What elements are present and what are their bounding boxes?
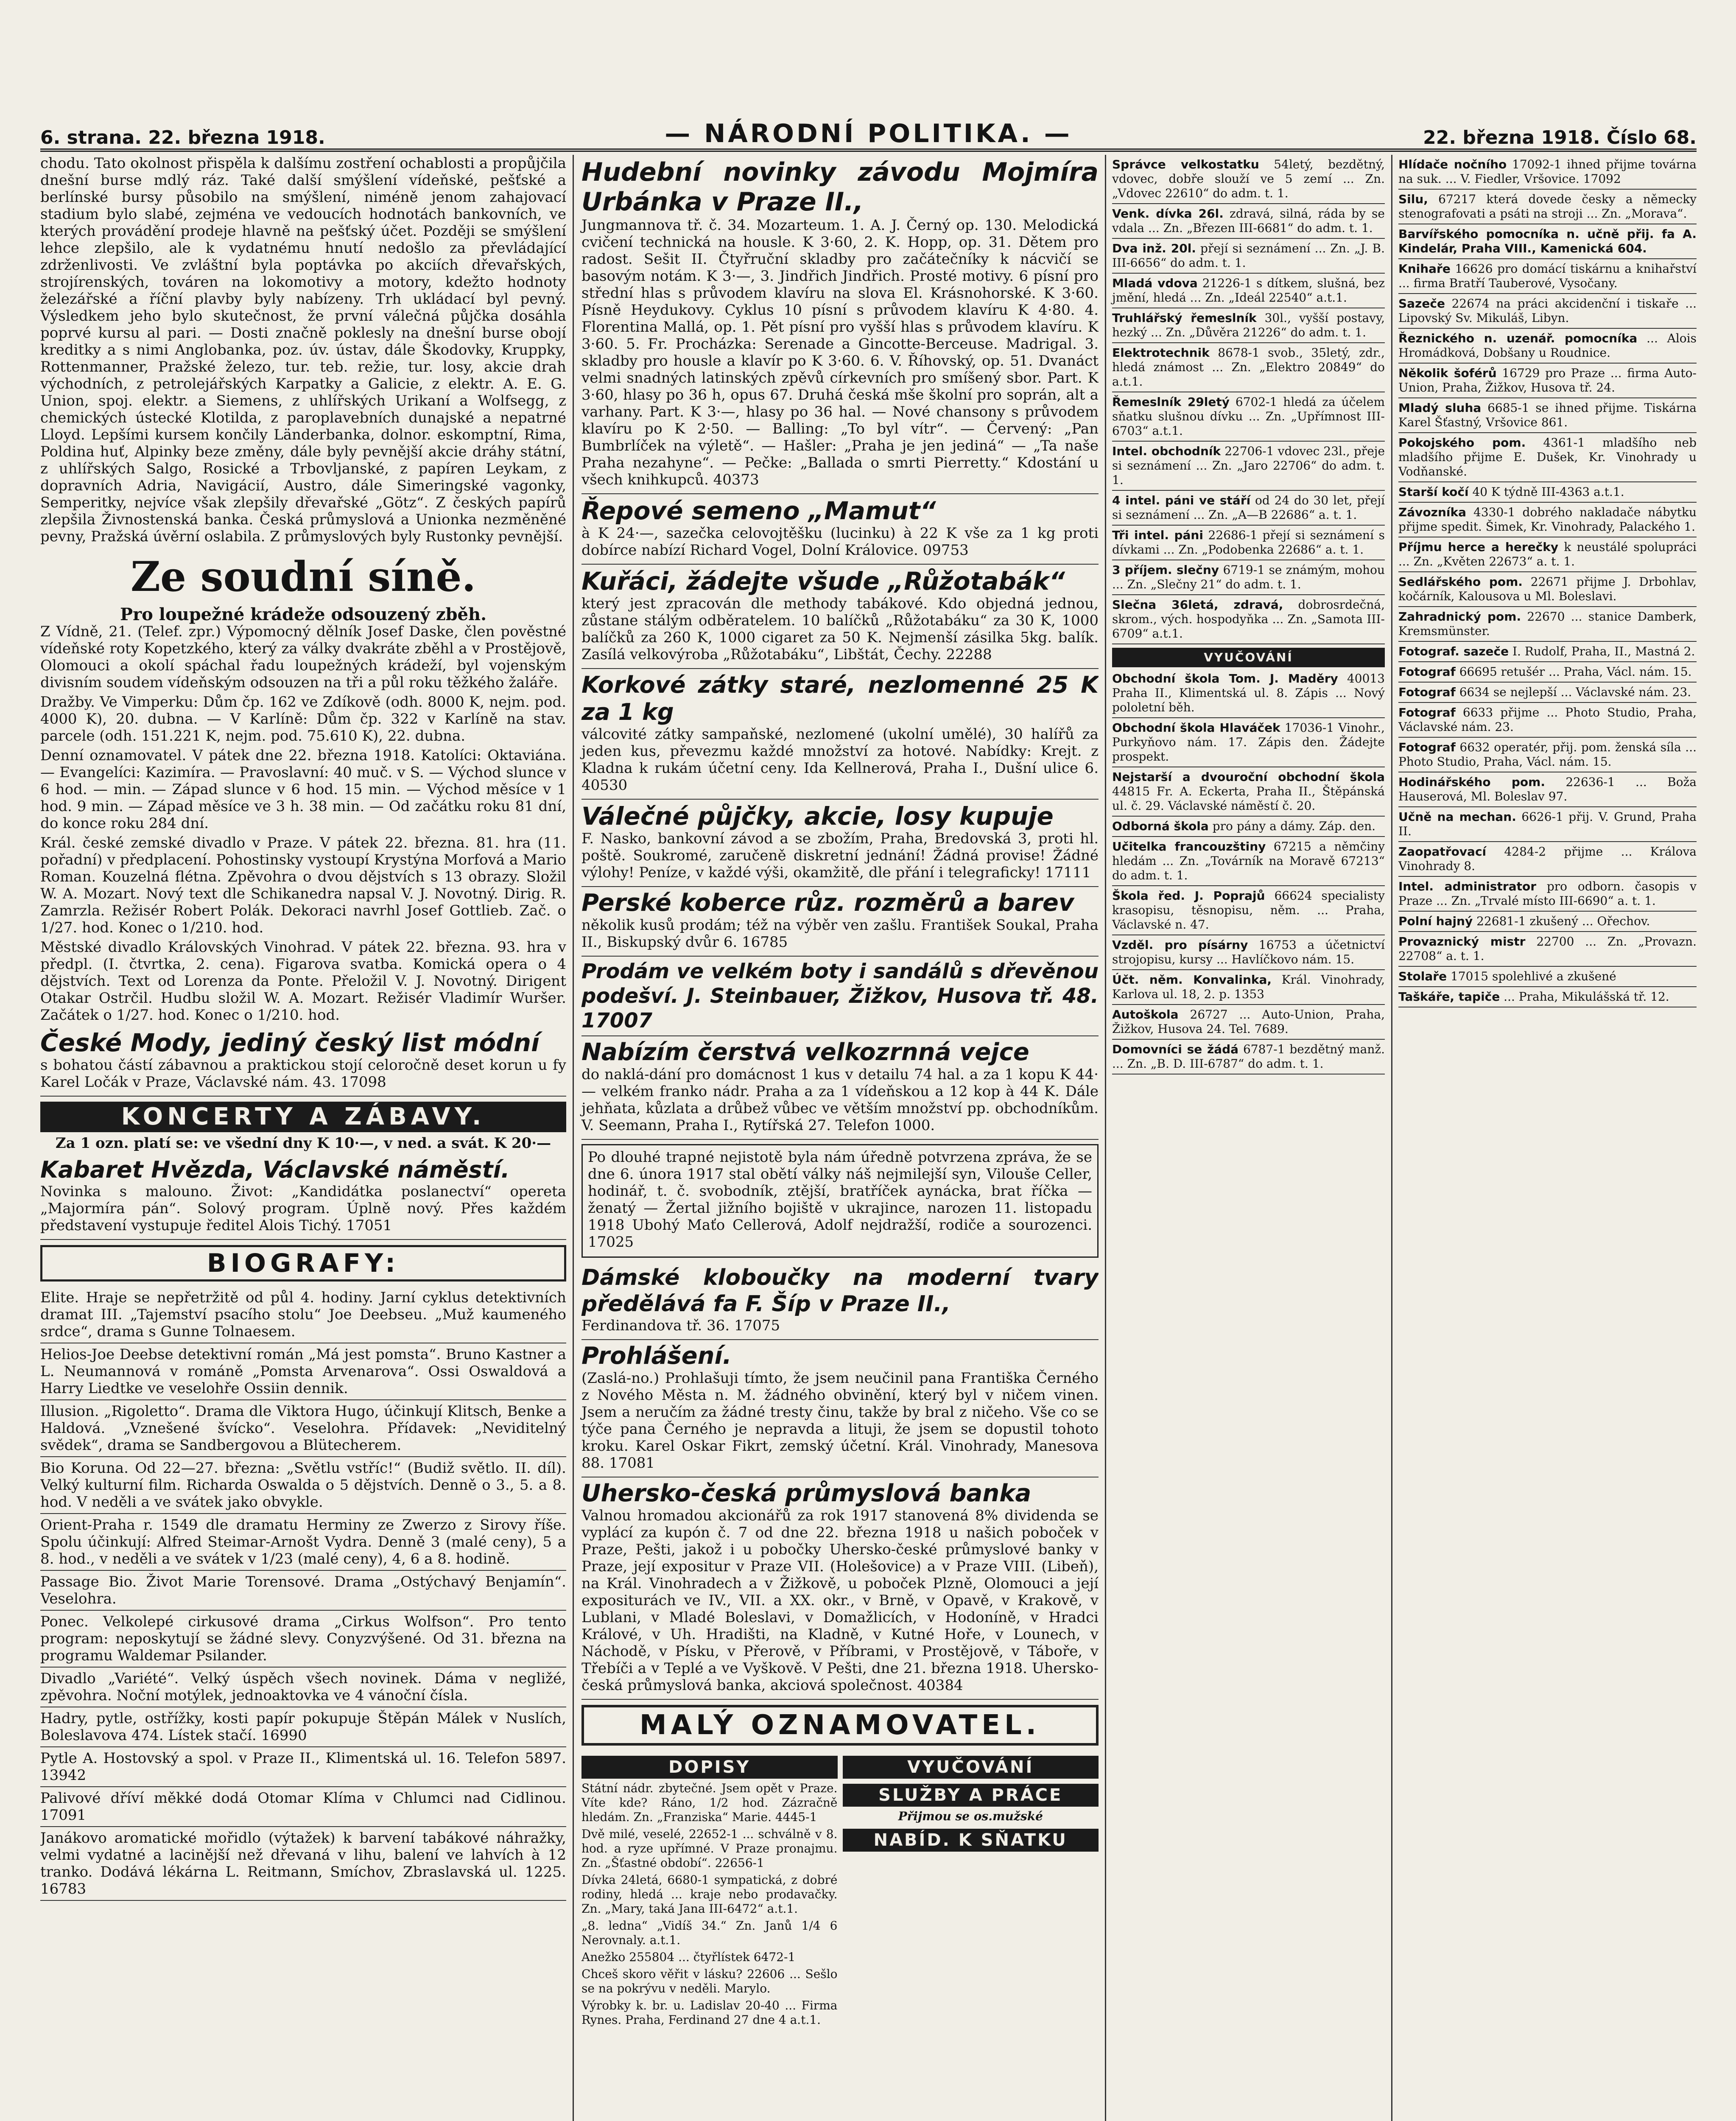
classified-heading: Škola řed. J. Poprajů (1112, 889, 1265, 903)
ad-kabaret (40, 1154, 566, 1240)
classified-heading: Hlídače nočního (1398, 157, 1507, 171)
classified-item (1398, 987, 1697, 1007)
cinema-item: Orient-Praha r. 1549 dle dramatu Herminy ze Zwerzo z Sirovy říše. Spolu účinkují: Alfred Steimar-Arnošt Vydra. Denně 3 (malé ceny), 5 a 8. hod., v neděli a ve svátek v 1/23 (malé ceny), 4, 6 a 8. hodině. (40, 1514, 566, 1571)
classified-item (1112, 1005, 1385, 1040)
page-header (40, 119, 1697, 152)
classified-heading: Vzděl. pro písárny (1112, 938, 1248, 952)
classified-item (1112, 1040, 1385, 1074)
classified-heading: Fotograf (1398, 685, 1456, 699)
classified-heading: Odborná škola (1112, 819, 1209, 833)
classified-item (1398, 912, 1697, 932)
classified-item (1112, 669, 1385, 718)
classifieds-area (581, 1751, 1099, 2030)
ad-korkove-zatky-title: Korkové zátky staré, nezlomenné 25 K za 1 kg (581, 672, 1099, 725)
ad-valecne-pujcky-title: Válečné půjčky, akcie, losy kupuje (581, 802, 1054, 831)
classified-text: 16729 pro Praze ... firma Auto-Union, Praha, Žižkov, Husova tř. 24. (1398, 366, 1697, 395)
classified-item (1398, 932, 1697, 967)
classified-text: 16626 pro domácí tiskárnu a knihařství ... firma Bratří Tauberové, Vysočany. (1398, 262, 1697, 290)
classified-heading: Tři intel. páni (1112, 528, 1203, 542)
classified-heading: Fotograf (1398, 740, 1456, 754)
classified-text: pro odborn. časopis v Praze ... Zn. „Trvalé místo III-6690“ a. t. 1. (1398, 879, 1697, 908)
classified-heading: Sedlářského pom. (1398, 575, 1523, 589)
classified-heading: Intel. obchodník (1112, 444, 1221, 458)
classified-item (1398, 842, 1697, 877)
classified-item (1398, 807, 1697, 842)
ad-perske-koberce (581, 887, 1099, 957)
ad-urbanek (581, 155, 1099, 494)
classified-heading: Řemeslník 29letý (1112, 395, 1230, 409)
ad-korkove-zatky (581, 669, 1099, 800)
classified-item (1112, 392, 1385, 442)
classified-heading: Venk. dívka 26l. (1112, 207, 1224, 221)
classified-item (1112, 239, 1385, 274)
classified-heading: Polní hajný (1398, 914, 1473, 928)
ad-perske-koberce-title: Perské koberce růz. rozměrů a barev (581, 889, 1074, 917)
classified-item (1398, 224, 1697, 259)
cinema-item: Illusion. „Rigoletto“. Drama dle Viktora Hugo, účinkují Klitsch, Benke a Haldová. „Vznešené švícko“. Veselohra. Přídavek: „Neviditelný svědek“, drama se Sandbergovou a Blütecherem. (40, 1400, 566, 1457)
classified-item (1112, 155, 1385, 204)
classified-text: 22681-1 zkušený ... Ořechov. (1476, 914, 1650, 928)
classified-heading: Hodinářského pom. (1398, 775, 1545, 789)
classified-item (1398, 607, 1697, 642)
classified-heading: Knihaře (1398, 262, 1451, 276)
classified-text: 17092-1 ihned přijme továrna na suk. ... V. Fiedler, Vršovice. 17092 (1398, 157, 1697, 186)
classified-heading: Fotograf (1398, 705, 1456, 719)
column-4 (1391, 155, 1697, 2121)
classified-item (1398, 482, 1697, 503)
ad-banka-text: Valnou hromadou akcionářů za rok 1917 stanovená 8% dividenda se vyplácí za kupón č. 7 od dne 22. března 1918 u našich poboček v Praze, Pešti, jakož i u pobočky Uhersko-české průmyslové banky v Praze, její expositur v Praze VII. (Holešovice) a v Praze VIII. (Libeň), na Král. Vinohradech a v Žižkově, u poboček Plzně, Olomouci a její expositurách ve IV., VII. a XX. okr., v Brně, v Opavě, v Krakově, v Lublani, v Mladé Boleslavi, v Domažlicích, v Hodoníně, v Hradci Králové, v Uh. Hradišti, na Kladně, v Kutné Hoře, v Lounech, v Náchodě, v Písku, v Přerově, v Příbrami, v Prostějově, v Táboře, v Třebíči a v Teplé a ve Vyškově. V Pešti, dne 21. března 1918. Uhersko-česká průmyslová banka, akciová společnost. 40384 (581, 1507, 1099, 1694)
ad-sip-title: Dámské kloboučky na moderní tvary předělává fa F. Šíp v Praze II., (581, 1265, 1099, 1317)
classified-heading: Zaopatřovací (1398, 845, 1487, 859)
classified-item (1398, 877, 1697, 912)
classified-item (1112, 308, 1385, 343)
classified-heading: Provaznický mistr (1398, 935, 1526, 949)
classified-item (1398, 537, 1697, 572)
classified-heading: Dva inž. 20l. (1112, 241, 1196, 255)
classified-heading: Několik šoférů (1398, 366, 1497, 380)
cinema-item: Divadlo „Variété“. Velký úspěch všech novinek. Dáma v negližé, zpěvohra. Noční motýlek, jednoaktovka ve 4 vánoční čísla. (40, 1668, 566, 1707)
classified-text: 22706-1 vdovec 23l., přeje si seznámení ... Zn. „Jaro 22706“ do adm. t. 1. (1112, 444, 1385, 487)
classified-heading: Nejstarší a dvouroční obchodní škola (1112, 770, 1385, 784)
classified-item: Janákovo aromatické mořidlo (výtažek) k barvení tabákové náhražky, velmi vydatné a lacinější než dřevaná v lihu, balení ve lahvích à 12 tranko. Dodává lékárna L. Reitmann, Smíchov, Zbraslavská ul. 1225. 16783 (40, 1827, 566, 1901)
classified-heading: Učitelka francouzštiny (1112, 839, 1266, 853)
obituary-notice (581, 1144, 1099, 1258)
classified-item (1112, 274, 1385, 308)
classified-text: 22670 ... stanice Damberk, Kremsmünster. (1398, 610, 1697, 638)
classified-text: ... Alois Hromádková, Dobšany u Roudnice. (1398, 331, 1697, 360)
classified-item (1112, 935, 1385, 970)
classified-text: 66624 specialisty krasopisu, těsnopisu, něm. ... Praha, Václavské n. 47. (1112, 889, 1385, 932)
ad-ruzotabak-text: který jest zpracován dle methody tabákové. Kdo objedná jednou, zůstane stálým odběratelem. 10 balíčků „Růžotabáku“ za 30 K, 1000 balíčků za 260 K, 1000 cigaret za 50 K. Nejmenší zásilka 5kg. balík. Zasílá velkovýroba „Růžotabáku“, Libštát, Čechy. 22288 (581, 595, 1099, 663)
ad-repove-semeno-text: à K 24·—, sazečka celovojtěšku (lucinku) à 22 K vše za 1 kg proti dobírce nabízí Richard Vogel, Dolní Královice. 09753 (581, 525, 1099, 559)
classified-item (1398, 329, 1697, 364)
classified-item: „8. ledna“ „Vidíš 34.“ Zn. Janů 1/4 6 Nerovnaly. a.t.1. (581, 1919, 838, 1947)
ad-seemann (581, 1036, 1099, 1140)
header-issue-right: 22. března 1918. Číslo 68. (1423, 127, 1697, 148)
classified-heading: Slečna 36letá, zdravá, (1112, 598, 1283, 612)
classified-text: od 24 do 30 let, přejí si seznámení ... Zn. „A—B 22686“ a. t. 1. (1112, 493, 1385, 522)
classified-item (1398, 294, 1697, 329)
classified-item (1398, 683, 1697, 703)
marriage-offers-bar: NABÍD. K SŇATKU (843, 1829, 1099, 1852)
classified-heading: Fotograf (1398, 665, 1456, 679)
ad-ceske-mody-text: s bohatou částí zábavnou a praktickou stojí celoročně deset korun u fy Karel Ločák v Praze, Václavské nám. 43. 17098 (40, 1057, 566, 1091)
classified-heading: Účt. něm. Konvalinka, (1112, 973, 1272, 987)
classified-text: 22700 ... Zn. „Provazn. 22708“ a. t. 1. (1398, 935, 1697, 963)
classified-heading: Pokojského pom. (1398, 436, 1526, 450)
cinema-item: Helios-Joe Deebse detektivní román „Má jest pomsta“. Bruno Kastner a L. Neumannová v románě „Pomsta Arvenarova“. Ossi Oswaldová a Harry Liedtke ve veselohře Ossiin dennik. (40, 1343, 566, 1400)
classified-heading: Příjmu herce a herečky (1398, 540, 1559, 554)
classified-text: 16753 a účetnictví strojopisu, kursy ... Havlíčkovo nám. 15. (1112, 938, 1385, 966)
theatre-vinohrady: Městské divadlo Královských Vinohrad. V pátek 22. března. 93. hra v předpl. (I. čtvrtka, 2. cena). Figarova svatba. Komická opera o 4 dějstvích. Text od Lorenza da Ponte. Přeložil V. J. Novotný. Dirigent Otakar Ostrčil. Hudbu složil W. A. Mozart. Režisér Vladimír Wuršer. Začátek o 1/27. hod. Konec o 1/210. hod. (40, 939, 566, 1024)
classified-text: 6632 operatér, přij. pom. ženská síla ... Photo Studio, Praha, Václ. nám. 15. (1398, 740, 1697, 769)
column-2 (573, 155, 1099, 2121)
classified-item (1398, 364, 1697, 398)
header-date-left: 6. strana. 22. března 1918. (40, 127, 325, 148)
classifieds-right-subcolumn (843, 1751, 1099, 2030)
classified-item (1112, 837, 1385, 886)
classified-item (1112, 491, 1385, 526)
classifieds-left-subcolumn (581, 1751, 838, 2030)
classified-heading: Mladá vdova (1112, 276, 1198, 290)
services-subtitle: Přijmou se os.mužské (898, 1809, 1043, 1823)
auctions-notice: Dražby. Ve Vimperku: Dům čp. 162 ve Zdíkově (odh. 8000 K, nejm. pod. 4000 K), 20. dubna. — V Karlíně: Dům čp. 322 v Karlíně na stav. parcele (odh. 151.221 K, nejm. pod. 75.610 K), 22. dubna. (40, 694, 566, 744)
classified-item (1112, 204, 1385, 239)
classified-text: přejí si seznámení ... Zn. „J. B. III-6656“ do adm. t. 1. (1112, 241, 1385, 270)
ad-sip (581, 1262, 1099, 1340)
ad-kabaret-title: Kabaret Hvězda, Václavské náměstí. (40, 1156, 510, 1183)
classified-item (1398, 967, 1697, 987)
classified-text: I. Rudolf, Praha, II., Mastná 2. (1512, 644, 1695, 658)
cinema-item: Passage Bio. Život Marie Torensové. Drama „Ostýchavý Benjamín“. Veselohra. (40, 1571, 566, 1611)
classified-text: 22671 přijme J. Drbohlav, kočárník, Kalousova u Ml. Boleslavi. (1398, 575, 1697, 603)
classified-item: Chceš skoro věřit v lásku? 22606 ... Sešlo se na pokrývu v neděli. Marylo. (581, 1967, 838, 1995)
classified-item (1398, 772, 1697, 807)
classified-text: 22674 na práci akcidenční i tiskaře ... Lipovský Sv. Mikuláš, Libyn. (1398, 297, 1697, 325)
classified-text: 21226-1 s dítkem, slušná, bez jmění, hledá ... Zn. „Ideál 22540“ a.t.1. (1112, 276, 1385, 305)
classified-heading: 4 intel. páni ve stáří (1112, 493, 1251, 507)
classified-heading: Mladý sluha (1398, 401, 1482, 415)
classified-heading: Správce velkostatku (1112, 157, 1259, 171)
classified-text: 6685-1 se ihned přijme. Tiskárna Karel Šťastný, Vršovice 861. (1398, 401, 1697, 429)
ad-ceske-mody (40, 1026, 566, 1097)
classified-item (1112, 718, 1385, 767)
classified-text: Král. Vinohrady, Karlova ul. 18, 2. p. 1353 (1112, 973, 1385, 1001)
classified-item (1398, 503, 1697, 537)
education-bar: VYUČOVÁNÍ (843, 1756, 1099, 1779)
classified-item (1398, 642, 1697, 662)
classified-text: 4361-1 mladšího neb mladšího přijme E. Dušek, Kr. Vinohrady u Vodňanské. (1398, 436, 1697, 478)
classified-heading: Obchodní škola Hlaváček (1112, 721, 1280, 735)
court-section-title: Ze soudní síně. (130, 553, 476, 601)
classified-text: pro pány a dámy. Záp. den. (1212, 819, 1376, 833)
classified-text: 40 K týdně III-4363 a.t.1. (1472, 485, 1624, 499)
classified-text: dobrosrdečná, skrom., vých. hospodyňka ... Zn. „Samota III-6709“ a.t.1. (1112, 598, 1385, 641)
classified-heading: Domovníci se žádá (1112, 1042, 1239, 1056)
classified-item (1112, 343, 1385, 392)
ad-steinbauer (581, 957, 1099, 1036)
ad-sip-text: Ferdinandova tř. 36. 17075 (581, 1317, 780, 1334)
classified-text: 30l., vyšší postavy, hezký ... Zn. „Důvěra 21226“ do adm. t. 1. (1112, 311, 1385, 339)
classified-text: zdravá, silná, ráda by se vdala ... Zn. „Březen III-6681“ do adm. t. 1. (1112, 207, 1385, 235)
classified-heading: Obchodní škola Tom. J. Maděry (1112, 672, 1338, 686)
ad-ruzotabak (581, 565, 1099, 669)
classified-text: 4284-2 přijme ... Králova Vinohrady 8. (1398, 845, 1697, 873)
classified-text: k neustálé spolupráci ... Zn. „Květen 22673“ a. t. 1. (1398, 540, 1697, 568)
services-bar: SLUŽBY A PRÁCE (843, 1784, 1099, 1807)
classified-text: 4330-1 dobrého nakladače nábytku přijme spedit. Šimek, Kr. Vinohrady, Palackého 1. (1398, 505, 1697, 534)
ad-valecne-pujcky (581, 800, 1099, 887)
concerts-price-note: Za 1 ozn. platí se: ve všední dny K 10·—, v ned. a svát. K 20·— (55, 1135, 551, 1152)
ad-repove-semeno (581, 494, 1099, 565)
classified-item: Dvě milé, veselé, 22652-1 ... schválně v 8. hod. a ryze upřímné. V Praze pronajmu. Zn. „Šťastné období“. 22656-1 (581, 1827, 838, 1870)
classified-item (1398, 572, 1697, 607)
classified-heading: Řeznického n. uzenář. pomocníka (1398, 331, 1638, 345)
classified-item (1398, 738, 1697, 772)
classified-heading: Stolaře (1398, 969, 1447, 983)
classified-item: Anežko 255804 ... čtyřlístek 6472-1 (581, 1950, 796, 1964)
classified-item: Státní nádr. zbytečné. Jsem opět v Praze. Víte kde? Ráno, 1/2 hod. Zázračně hledám. Zn. „Franziska“ Marie. 4445-1 (581, 1781, 838, 1824)
ad-banka-title: Uhersko-česká průmyslová banka (581, 1480, 1032, 1507)
ad-steinbauer-title: Prodám ve velkém boty i sandálů s dřevěnou podešví. J. Steinbauer, Žižkov, Husova tř. 48. 17007 (581, 960, 1099, 1033)
classified-heading: Silu, (1398, 192, 1428, 206)
classified-item: Palivové dříví měkké dodá Otomar Klíma v Chlumci nad Cidlinou. 17091 (40, 1787, 566, 1827)
classified-item (1112, 560, 1385, 595)
classified-heading: Barvířského pomocníka n. učně přij. fa A. Kindelár, Praha VIII., Kamenická 604. (1398, 227, 1697, 255)
classified-heading: Zahradnický pom. (1398, 610, 1521, 624)
classified-text: 44815 Fr. A. Eckerta, Praha II., Štěpánská ul. č. 29. Václavské náměstí č. 20. (1112, 784, 1385, 813)
classified-item (1398, 703, 1697, 738)
classified-text: 17015 spolehlivé a zkušené (1450, 969, 1616, 983)
classified-text: 6702-1 hledá za účelem sňatku slušnou dívku ... Zn. „Upřímnost III-6703“ a.t.1. (1112, 395, 1385, 438)
ad-repove-semeno-title: Řepové semeno „Mamut“ (581, 496, 936, 525)
classified-text: 6719-1 se známým, mohou ... Zn. „Slečny 21“ do adm. t. 1. (1112, 563, 1385, 591)
ad-urbanek-text: Jungmannova tř. č. 34. Mozarteum. 1. A. J. Černý op. 130. Melodická cvičení technická na housle. K 3·60, 2. K. Hopp, op. 31. Dětem pro radost. Sešit II. Čtyřruční skladby pro začátečníky k nácvičí se basovým notám. K 3·—, 3. Jindřich Jindřich. Prosté motivy. 6 písní pro střední hlas s průvodem klavíru na slova El. Krásnohorské. K 3·60. Písně Heydukovy. Cyklus 10 písní s průvodem klavíru K 4·80. 4. Florentina Mallá, op. 1. Pět písní pro vyšší hlas s průvodem klavíru. K 3·60. 5. Fr. Procházka: Serenade a Gincotte-Berceuse. Madrigal. 3. skladby pro housle a klavír po K 3·60. 6. V. Říhovský, op. 51. Dvanáct velmi snadných latinských zpěvů církevních pro smíšený sbor. Part. K 3·60, hlasy po 36 h, opus 67. Druhá česká mše školní pro soprán, alt a varhany. Part. K 3·—, hlasy po 36 hal. — Nové chansony s průvodem klavíru po K 2·50. — Balling: „To byl vítr“. — Červený: „Pan Bumbrlíček na výletě“. — Hašler: „Praha je jen jediná“ — „Ta naše Praha nezahyne“. — Pečke: „Ballada o smrti Pierretty.“ Kdostání u všech knihkupců. 40373 (581, 217, 1099, 488)
court-article-title: Pro loupežné krádeže odsouzený zběh. (120, 604, 486, 624)
classifieds-title: MALÝ OZNAMOVATEL. (581, 1705, 1099, 1746)
classified-item (1112, 817, 1385, 837)
classified-text: 8678-1 svob., 35letý, zdr., hledá známost ... Zn. „Elektro 20849“ do a.t.1. (1112, 346, 1385, 389)
classified-text: 67215 a němčiny hledám ... Zn. „Továrník na Moravě 67213“ do adm. t. 1. (1112, 839, 1385, 882)
ad-prohlaseni-title: Prohlášení. (581, 1342, 732, 1370)
ad-korkove-zatky-text: válcovité zátky sampaňské, nezlomené (ukolní umělé), 30 halířů za jeden kus, převezmu každé množství za hotové. Nabídky: Krejt. z Kladna k rukám účetní ceny. Ida Kellnerová, Praha I., Dušní ulice 6. 40530 (581, 726, 1099, 794)
classified-item (1112, 595, 1385, 644)
cinema-item: Ponec. Velkolepé cirkusové drama „Cirkus Wolfson“. Pro tento program: neposkytují se žádné slevy. Conyzvýšené. Od 31. března na programu Waldemar Psilander. (40, 1611, 566, 1668)
classified-text: 54letý, bezdětný, vdovec, dobře slouží ve 5 zemí ... Zn. „Vdovec 22610“ do adm. t. 1. (1112, 157, 1385, 200)
ad-urbanek-title: Hudební novinky závodu Mojmíra Urbánka v Praze II., (581, 157, 1099, 217)
classified-item: Dívka 24letá, 6680-1 sympatická, z dobré rodiny, hledá ... kraje nebo prodavačky. Zn. „Mary, taká Jana III-6472“ a.t.1. (581, 1873, 838, 1916)
ad-kabaret-text: Novinka s malouno. Život: „Kandidátka poslanectví“ opereta „Majormíra pán“. Solový program. Úplně nový. Přes každém představení vystupuje ředitel Alois Tichý. 17051 (40, 1183, 566, 1234)
classified-text: 6787-1 bezdětný manž. ... Zn. „B. D. III-6787“ do adm. t. 1. (1112, 1042, 1385, 1071)
classified-text: 66695 retušér ... Praha, Václ. nám. 15. (1459, 665, 1692, 679)
ad-seemann-title: Nabízím čerstvá velkozrnná vejce (581, 1038, 1029, 1066)
classified-heading: Autoškola (1112, 1007, 1179, 1021)
theatre-national: Král. české zemské divadlo v Praze. V pátek 22. března. 81. hra (11. pořadní) v předplacení. Pohostinsky vystoupí Krystýna Morfová a Mario Roman. Kouzelná flétna. Zpěvohra o dvou dějstvích s 13 obrazy. Složil W. A. Mozart. Nový text dle Schikanedra napsal V. J. Novotný. Dirig. R. Zamrzla. Režisér Robert Polák. Dekoraci navrhl Josef Gottlieb. Zač. o 1/27. hod. Konec o 1/210. hod. (40, 834, 566, 936)
classified-text: 6626-1 přij. V. Grund, Praha II. (1398, 810, 1697, 838)
ad-prohlaseni (581, 1340, 1099, 1477)
letters-bar: DOPISY (581, 1756, 838, 1779)
column-3 (1105, 155, 1385, 2121)
education-header: VYUČOVÁNÍ (1112, 648, 1385, 667)
cinemas-title: BIOGRAFY: (40, 1245, 566, 1282)
court-article-text: Z Vídně, 21. (Telef. zpr.) Výpomocný dělník Josef Daske, člen pověstné vídeňské roty Kopetzkého, který za války dvakráte zběhl a v Prostějově, Olomouci a okolí spáchal řadu loupežných krádeží, byl vojenským divisním soudem vídeňským odsouzen na tři a půl roku těžkého žaláře. (40, 623, 566, 691)
classified-item (1398, 190, 1697, 224)
classified-heading: Starší kočí (1398, 485, 1469, 499)
classified-item (1112, 526, 1385, 560)
classified-text: 40013 Praha II., Klimentská ul. 8. Zápis ... Nový pololetní běh. (1112, 672, 1385, 714)
ad-valecne-pujcky-text: F. Nasko, bankovní závod a se zbožím, Praha, Bredovská 3, proti hl. poště. Soukromé, zaručeně diskretní jednání! Žádná provise! Žádné výlohy! Peníze, v každé výši, okamžitě, dle přání i telegraficky! 17111 (581, 830, 1099, 881)
classified-text: ... Praha, Mikulášská tř. 12. (1504, 990, 1669, 1004)
obituary-text: Po dlouhé trapné nejistotě byla nám úředně potvrzena zpráva, že se dne 6. února 1917 stal obětí války náš nejmilejší syn, Vilouše Celler, hodinář, t. č. svobodník, ztější, bratříček aynácka, brat říčka — ženatý — Žertal jižního bojiště v ukrajince, narozen 11. listopadu 1918 Ubohý Maťo Cellerová, Adolf nejdražší, rodiče a sourozenci. 17025 (588, 1149, 1092, 1251)
classified-text: 67217 která dovede česky a německy stenografovati a psáti na stroji ... Zn. „Morava“. (1398, 192, 1697, 221)
classified-heading: Závozníka (1398, 505, 1467, 519)
classified-heading: Sazeče (1398, 297, 1445, 311)
ad-uhersko-ceska-banka (581, 1477, 1099, 1700)
classified-heading: Učně na mechan. (1398, 810, 1516, 824)
classified-heading: Taškáře, tapiče (1398, 990, 1500, 1004)
classified-text: 17036-1 Vinohr., Purkyňovo nám. 17. Zápis den. Žádejte prospekt. (1112, 721, 1385, 764)
daily-notice: Denní oznamovatel. V pátek dne 22. března 1918. Katolíci: Oktaviána. — Evangelíci: Kazimíra. — Pravoslavní: 40 muč. v S. — Východ slunce v 6 hod. — min. — Západ slunce v 6 hod. 15 min. — Východ měsíce v 1 hod. 9 min. — Západ měsíce ve 3 h. 38 min. — Od začátku roku 81 dní, do konce roku 284 dní. (40, 747, 566, 832)
concerts-bar: KONCERTY A ZÁBAVY. (40, 1102, 566, 1132)
classified-item (1112, 970, 1385, 1005)
column-1 (40, 155, 566, 2121)
ad-seemann-text: do naklá-dání pro domácnost 1 kus v detailu 74 hal. a za 1 kopu K 44·— velkém franko nádr. Praha a za 1 vídeňskou a 12 kop à 44 K. Dále jehňata, kůzlata a drůbež vůbec ve větším množství pp. obchodníkům. V. Seemann, Praha I., Rytířská 27. Telefon 1000. (581, 1066, 1099, 1134)
classified-item: Hadry, pytle, ostřížky, kosti papír pokupuje Štěpán Málek v Nuslích, Boleslavova 474. Lístek stačí. 16990 (40, 1707, 566, 1747)
ad-prohlaseni-text: (Zaslá-no.) Prohlašuji tímto, že jsem neučinil pana Františka Černého z Nového Města n. M. žádného obvinění, který byl v ničem vinen. Jsem a neručím za žádné tresty činu, takže by bral z ničeho. Vše co se týče pana Černého je nepravda a lituji, že jsem se dopustil tohoto kroku. Karel Oskar Fikrt, zemský účetní. Král. Vinohrady, Manesova 88. 17081 (581, 1370, 1099, 1472)
classified-item (1112, 767, 1385, 817)
cinema-item: Elite. Hraje se nepřetržitě od půl 4. hodiny. Jarní cyklus detektivních dramat III. „Tajemství psacího stolu“ Joe Deebseu. „Muž kaumeného srdce“, drama s Gunne Tolnaesem. (40, 1287, 566, 1343)
classified-item (1398, 155, 1697, 190)
classified-heading: Intel. administrator (1398, 879, 1537, 893)
classified-heading: 3 příjem. slečny (1112, 563, 1219, 577)
classified-heading: Elektrotechnik (1112, 346, 1210, 360)
classified-item (1398, 259, 1697, 294)
classified-item (1112, 442, 1385, 491)
classified-heading: Fotograf. sazeče (1398, 644, 1509, 658)
cinema-item: Bio Koruna. Od 22—27. března: „Světlu vstříc!“ (Budiž světlo. II. díl). Velký kulturní film. Richarda Oswalda o 5 dějstvích. Denně o 3., 5. a 8. hod. V neděli a ve svátek jako obvykle. (40, 1457, 566, 1514)
classified-item (1398, 398, 1697, 433)
classified-heading: Truhlářský řemeslník (1112, 311, 1257, 325)
ad-perske-koberce-text: několik kusů prodám; též na výběr ven zašlu. František Soukal, Praha II., Biskupský dvůr 6. 16785 (581, 917, 1099, 951)
ad-ceske-mody-title: České Mody, jediný český list módní (40, 1028, 540, 1057)
classified-item (1398, 662, 1697, 683)
classified-item: Výrobky k. br. u. Ladislav 20-40 ... Firma Rynes. Praha, Ferdinand 27 dne 4 a.t.1. (581, 1998, 838, 2027)
classified-text: 22686-1 přejí si seznámení s dívkami ... Zn. „Podobenka 22686“ a. t. 1. (1112, 528, 1385, 557)
classified-text: 22636-1 ... Boža Hauserová, Ml. Boleslav 97. (1398, 775, 1697, 803)
masthead-title: — NÁRODNÍ POLITIKA. — (665, 119, 1072, 148)
classified-item (1398, 433, 1697, 482)
ad-ruzotabak-title: Kuřáci, žádejte všude „Růžotabák“ (581, 567, 1065, 596)
bourse-report: chodu. Tato okolnost přispěla k dalšímu zostření ochablosti a propůjčila dnešní burse mdlý ráz. Také další smýšlení vídeňské, pešťské a berlínské bursy působilo na smýšlení, niméně jenom zahajovací stadium bylo slabé, zejména ve vedoucích hodnotách bankovních, ve kterých provádění prodeje hlavně na pešťský účet. Později se smýšlení lehce zlepšilo, ale k vydatnému hnutí nedošlo za převládající zdrženlivosti. Ve zvláštní byla poptávka po akciích dřevařských, strojírenských, továren na lokomotivy a motory, kdežto hodnoty železářské a říční plavby byly nabízeny. Trh ukládací byl pevný. Výsledkem jeho bylo skutečnost, že první válečná půjčka dosáhla poprvé kursu al pari. — Dosti značně poklesly na dnešní burse obojí kreditky a s nimi Anglobanka, poz. úv. ústav, dále Škodovky, Kruppky, Rottenmanner, Pražské železo, tur. teb. režie, tur. losy, akcie drah východních, z petrolejářských Karpatky a Galicie, z elektr. A. E. G. Union, spoj. elektr. a Siemens, z uhlířských Urikaní a Wolfsegg, z chemických ústecké Klotilda, z paroplavebních dunajské a nepatrné Lloyd. Lepšími kursem končily Länderbanka, dolnor. eskomptní, Rima, Poldina huť, Alpinky beze změny, dále byly pevnější akcie dráhy státní, z uhlířských Salgo, Rosické a Trbovljanské, z papíren Leykam, z dopravních Adria, Navigácií, Austro, dále Simeringské vagonky, Semperitky, nejvíce však zlepšily dřevařské „Götz“. Z českých papírů zlepšila Živnostenská banka. Česká průmyslová a Unionka nezměněné pevny, Pražská úvěrní oslabila. Z průmyslových byly Rustonky pevnější. (40, 155, 566, 545)
classified-item: Pytle A. Hostovský a spol. v Praze II., Klimentská ul. 16. Telefon 5897. 13942 (40, 1747, 566, 1787)
classified-text: 6633 přijme ... Photo Studio, Praha, Václavské nám. 23. (1398, 705, 1697, 734)
classified-text: 26727 ... Auto-Union, Praha, Žižkov, Husova 24. Tel. 7689. (1112, 1007, 1385, 1036)
classified-item (1112, 886, 1385, 935)
classified-text: 6634 se nejlepší ... Václavské nám. 23. (1459, 685, 1691, 699)
